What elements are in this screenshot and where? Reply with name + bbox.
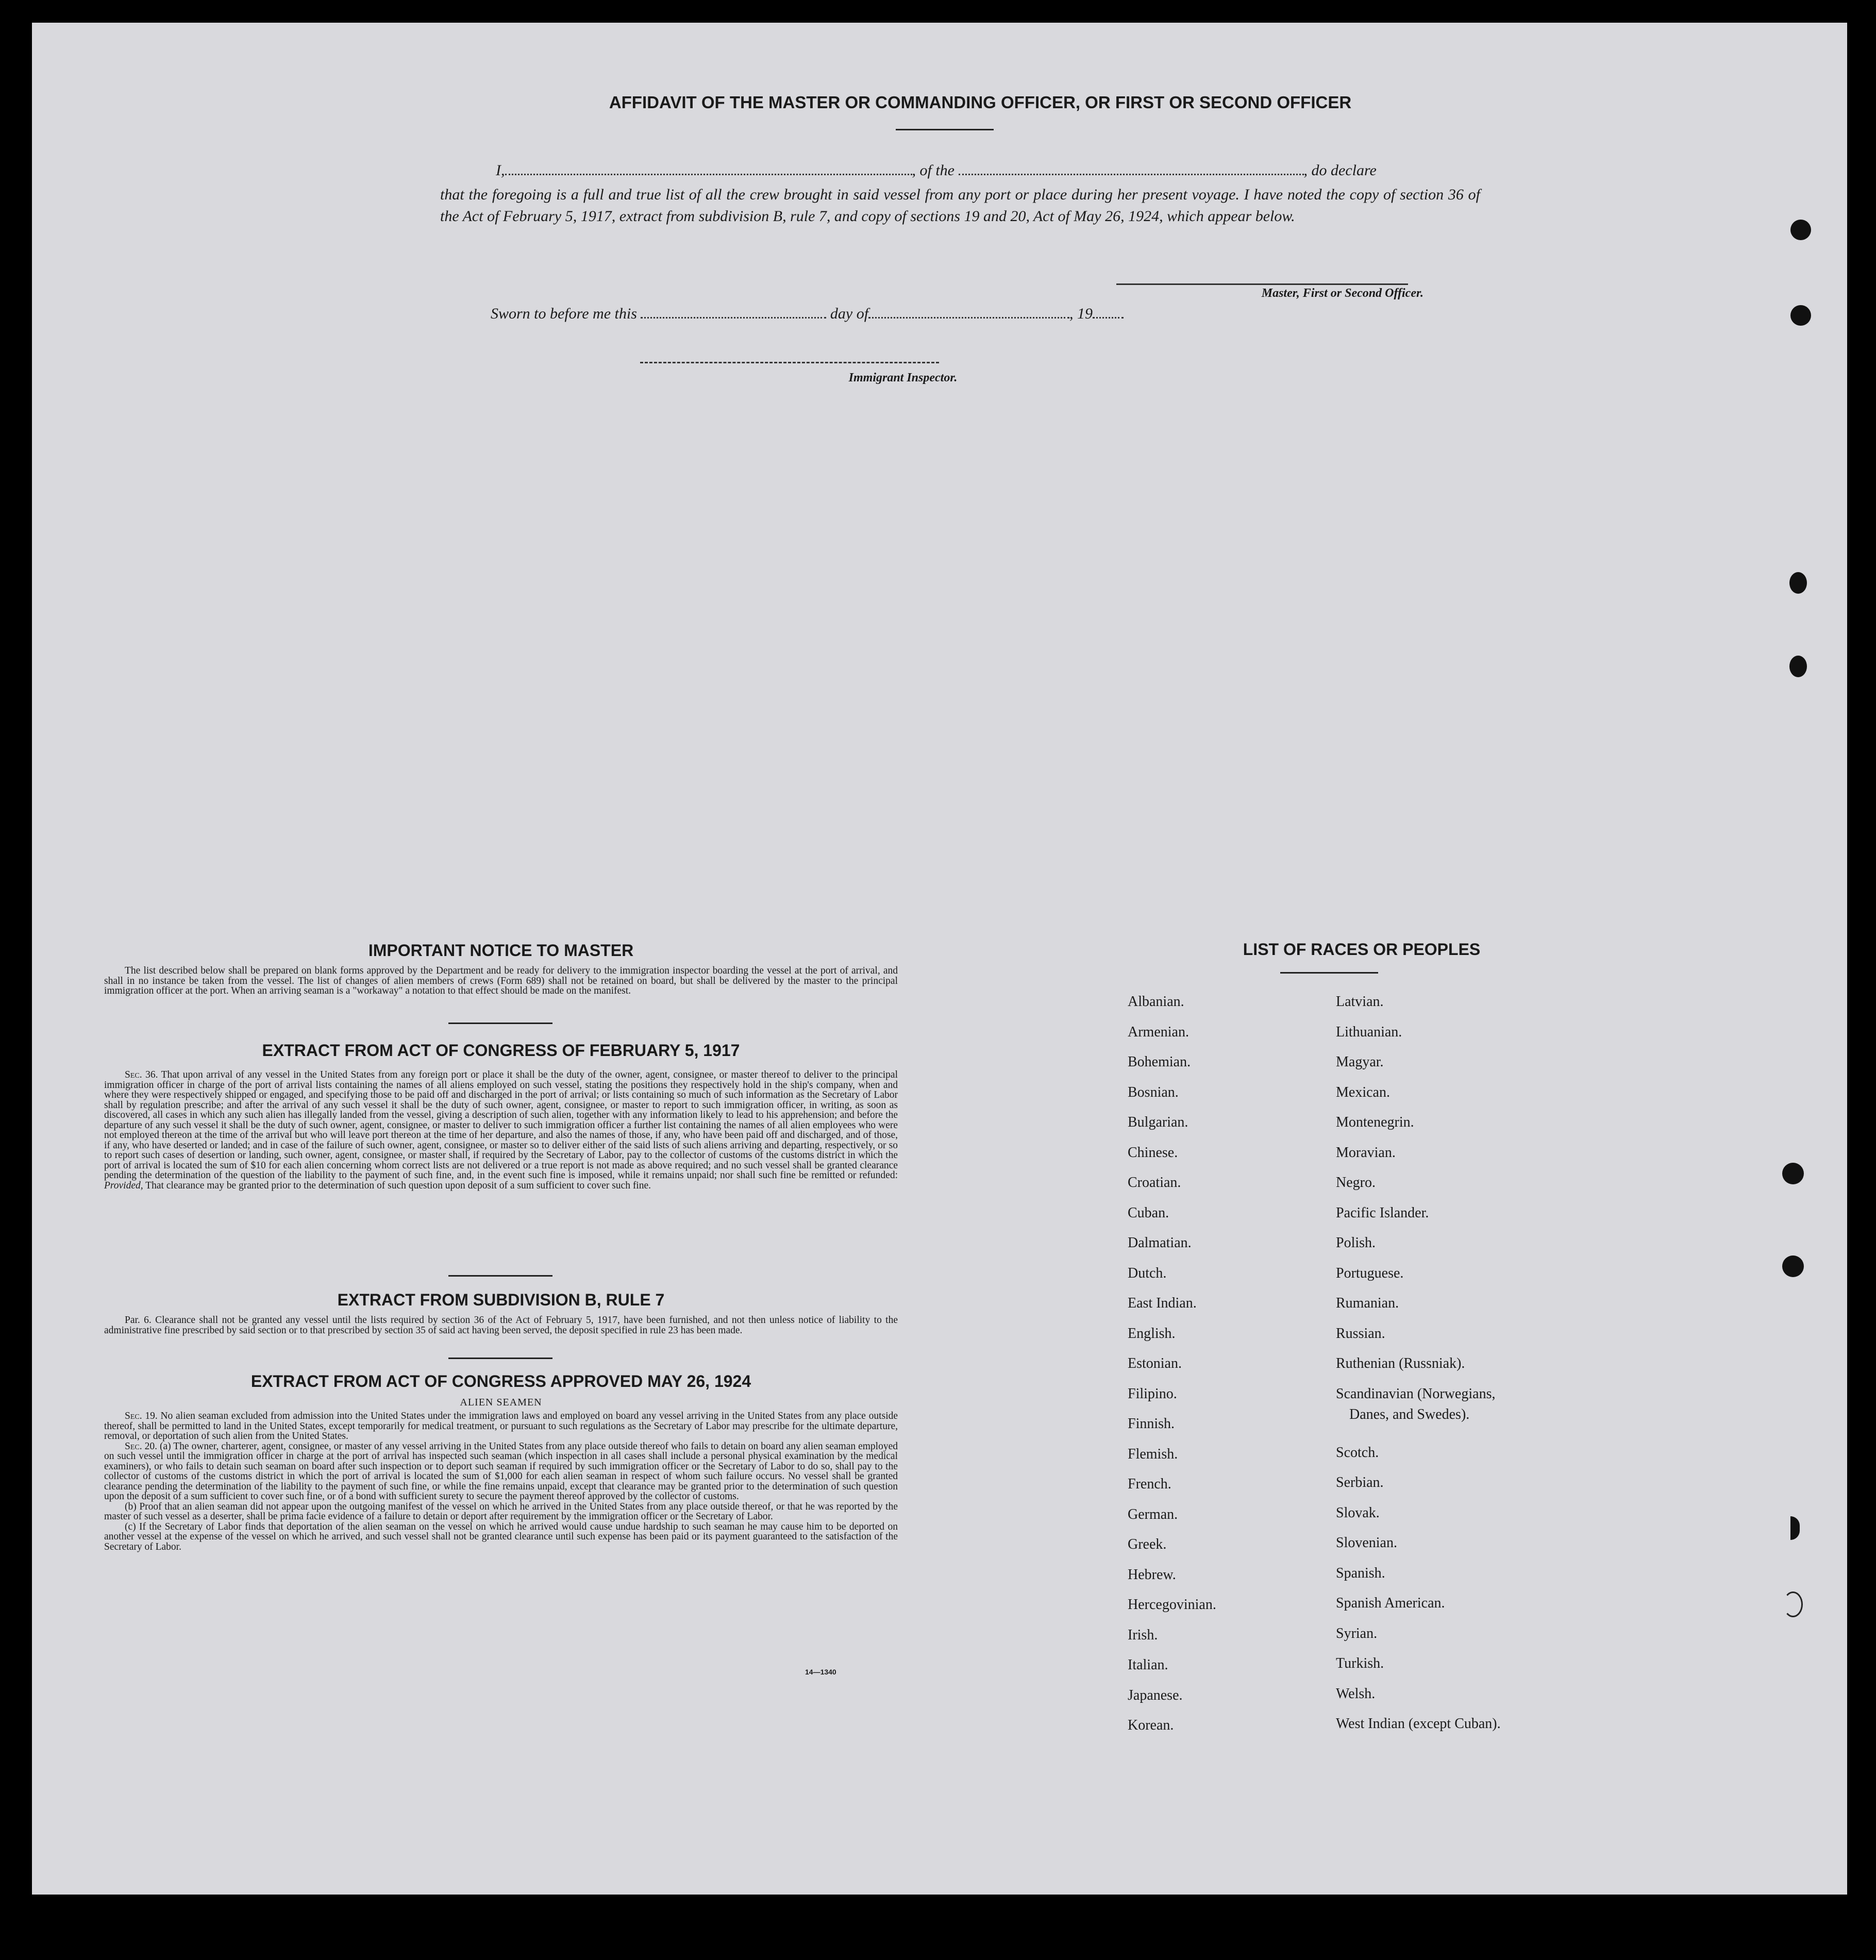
- race-item: Russian.: [1336, 1325, 1385, 1342]
- race-item: Irish.: [1128, 1627, 1158, 1643]
- race-item: Syrian.: [1336, 1625, 1378, 1641]
- vessel-blank[interactable]: [959, 174, 1304, 175]
- race-item: Lithuanian.: [1336, 1024, 1402, 1040]
- sworn-year: , 19: [1069, 305, 1093, 322]
- punch-hole: [1790, 220, 1811, 240]
- races-title-rule: [1280, 972, 1378, 974]
- race-item: Welsh.: [1336, 1685, 1376, 1702]
- race-item: Greek.: [1128, 1536, 1167, 1552]
- par-6-body: Clearance shall not be granted any vessel until the lists required by section 36 of the Act of February 5, 1917, have been furnished, and not then unless notice of liability to the administrative fine prescribed by said section or to that prescribed by section 35 of said act having been served, the deposit specified in rule 23 has been made.: [104, 1315, 898, 1336]
- race-item: Spanish.: [1336, 1565, 1385, 1581]
- races-title: LIST OF RACES OR PEOPLES: [1243, 940, 1481, 959]
- affidavit-of-the: , of the: [912, 162, 954, 179]
- print-code: 14—1340: [805, 1668, 836, 1676]
- signature-line[interactable]: [1116, 283, 1408, 285]
- alien-seamen-subtitle: ALIEN SEAMEN: [460, 1397, 542, 1408]
- race-item: Armenian.: [1128, 1024, 1189, 1040]
- extract-1924-title: EXTRACT FROM ACT OF CONGRESS APPROVED MAY 26, 1924: [250, 1372, 751, 1391]
- document-page: [32, 23, 1847, 1895]
- punch-hole: [1782, 1163, 1804, 1184]
- race-item: Scandinavian (Norwegians,: [1336, 1385, 1496, 1402]
- sec-20c: (c) If the Secretary of Labor finds that deportation of the alien seaman on the vessel on which he arrived would cause undue hardship to such seaman he may cause him to be deported on another vessel at the expense of the vessel on which he arrived, and such vessel shall not be granted clearance until such expense has been paid or its payment guaranteed to the satisfaction of the Secretary of Labor.: [104, 1521, 898, 1552]
- race-item: Flemish.: [1128, 1446, 1178, 1462]
- sworn-prefix: Sworn to before me this: [491, 305, 637, 322]
- sec-19: [104, 1411, 898, 1442]
- signature-label: Master, First or Second Officer.: [1261, 287, 1423, 300]
- extract-1917-text: [104, 1070, 898, 1191]
- name-blank[interactable]: [505, 174, 912, 175]
- race-item: Ruthenian (Russniak).: [1336, 1355, 1465, 1371]
- race-item: Albanian.: [1128, 994, 1184, 1010]
- extract-rule7-text: [104, 1315, 898, 1335]
- affidavit-declaration-line: [461, 162, 1492, 179]
- affidavit-do-declare: , do declare: [1303, 162, 1377, 179]
- race-item: Rumanian.: [1336, 1295, 1399, 1311]
- sworn-month-blank[interactable]: [868, 317, 1069, 319]
- race-item: West Indian (except Cuban).: [1336, 1716, 1501, 1732]
- race-item: Hebrew.: [1128, 1566, 1176, 1583]
- punch-hole-half: [1790, 1516, 1800, 1540]
- notice-title: IMPORTANT NOTICE TO MASTER: [368, 941, 634, 960]
- race-item: Polish.: [1336, 1235, 1376, 1251]
- race-item: Pacific Islander.: [1336, 1204, 1429, 1221]
- race-item: Scotch.: [1336, 1444, 1379, 1461]
- sec-36-body: That upon arrival of any vessel in the United States from any foreign port or place it shall be the duty of the owner, agent, consignee, or master thereof to deliver to the principal immigration officer in charge of the port of arrival lists containing the names of all aliens employed on such vessel, stating the positions they respectively hold in the ship's company, when and where they were respectively shipped or engaged, and specifying those to be paid off and discharged in the port of arrival; or lists containing so much of such information as the Secretary of Labor shall by regulation prescribe; and after the arrival of any such vessel it shall be the duty of such owner, agent, consignee, or master to report to such immigration officer, in writing, as soon as discovered, all cases in which any such alien has illegally landed from the vessel, giving a description of such alien, together with any information likely to lead to his apprehension; and before the departure of any such vessel it shall be the duty of such owner, agent, consignee, or master to deliver to such immigration officer a further list containing the names of all alien employees who were not employed thereon at the time of the arrival but who will leave port thereon at the time of her departure, and also the names of those, if any, who have been paid off and discharged, and of those, if any, who have deserted or landed; and in case of the failure of such owner, agent, consignee, or master so to deliver either of the said lists of such aliens arriving and departing, respectively, or so to report such cases of desertion or landing, such owner, agent, consignee, or master shall, if required by the Secretary of Labor, pay to the collector of customs of the customs district in which the port of arrival is located the sum of $10 for each alien concerning whom correct lists are not delivered or a true report is not made as above required; and no such vessel shall be granted clearance pending the determination of the question of the liability to the payment of such fine, and, in the event such fine is imposed, while it remains unpaid; nor shall such fine be remitted or refunded:: [104, 1069, 898, 1181]
- sec-36-proviso-text: That clearance may be granted prior to the determination of such question upon deposit of a sum sufficient to cover such fine.: [145, 1180, 651, 1191]
- affidavit-title-rule: [896, 129, 994, 130]
- race-item: Bosnian.: [1128, 1084, 1179, 1100]
- race-item: Dutch.: [1128, 1265, 1167, 1281]
- race-item: Latvian.: [1336, 994, 1384, 1010]
- race-item: Bohemian.: [1128, 1054, 1191, 1070]
- affidavit-body: that the foregoing is a full and true list of all the crew brought in said vessel from any port or place during her present voyage. I have noted the copy of section 36 of the Act of February 5, 1917, extract from subdivision B, rule 7, and copy of sections 19 and 20, Act of May 26, 1924, which appear below.: [440, 186, 1480, 225]
- extract-1924-text: [104, 1411, 898, 1552]
- race-item: Spanish American.: [1336, 1595, 1445, 1612]
- punch-hole: [1790, 305, 1811, 326]
- sec-36-label: Sec. 36.: [125, 1069, 158, 1080]
- race-item: Chinese.: [1128, 1144, 1178, 1161]
- extract-1917-title: EXTRACT FROM ACT OF CONGRESS OF FEBRUARY 5, 1917: [262, 1041, 740, 1060]
- sworn-year-blank[interactable]: [1093, 317, 1124, 319]
- race-item: East Indian.: [1128, 1295, 1197, 1311]
- punch-hole: [1789, 572, 1807, 594]
- race-scandinavian-continued: Danes, and Swedes).: [1349, 1406, 1470, 1422]
- inspector-line[interactable]: [640, 362, 939, 363]
- sec-20-label: Sec. 20.: [125, 1440, 157, 1452]
- race-item: Hercegovinian.: [1128, 1597, 1216, 1613]
- race-item: Negro.: [1336, 1175, 1376, 1191]
- par-6-label: Par. 6.: [125, 1315, 152, 1326]
- punch-hole: [1782, 1255, 1804, 1277]
- sec-20a-body: (a) The owner, charterer, agent, consignee, or master of any vessel arriving in the United States from any place outside thereof who fails to detain on board any alien seaman employed on such vessel until the immigration officer in charge at the port of arrival has inspected such seaman (which inspection in all cases shall include a personal physical examination by the medical examiners), or who fails to detain such seaman on board after such inspection or to deport such seaman if required by such immigration officer or the Secretary of Labor to do so, shall pay to the collector of customs of the customs district in which the port of arrival is located the sum of $1,000 for each alien seaman in respect of whom such failure occurs. No vessel shall be granted clearance pending the determination of the liability to the payment of such fine, or while the fine remains unpaid, except that clearance may be granted prior to the determination of such question upon the deposit of a sum sufficient to cover such fine, or of a bond with sufficient surety to secure the payment thereof approved by the collector of customs.: [104, 1440, 898, 1502]
- race-item: Magyar.: [1336, 1054, 1384, 1070]
- race-item: Serbian.: [1336, 1475, 1384, 1491]
- race-item: Turkish.: [1336, 1655, 1384, 1672]
- sec-20a: [104, 1442, 898, 1502]
- race-item: Portuguese.: [1336, 1265, 1404, 1281]
- extract-1917-rule: [448, 1275, 552, 1277]
- race-item: Mexican.: [1336, 1084, 1390, 1100]
- race-item: French.: [1128, 1476, 1171, 1492]
- race-item: Cuban.: [1128, 1204, 1169, 1221]
- sworn-day-of: day of: [830, 305, 869, 322]
- notice-text: The list described below shall be prepared on blank forms approved by the Department and be ready for delivery to the immigration inspector boarding the vessel at the port of arrival, and shall in no instance be taken from the vessel. The list of changes of alien members of crews (Form 689) shall not be retained on board, but shall be delivered by the master to the principal immigration officer at the port. When an arriving seaman is a "workaway" a notation to that effect should be made on the manifest.: [104, 965, 898, 996]
- extract-rule7-title: EXTRACT FROM SUBDIVISION B, RULE 7: [337, 1291, 665, 1309]
- race-item: German.: [1128, 1506, 1178, 1522]
- sworn-day-blank[interactable]: [641, 317, 826, 319]
- race-item: Croatian.: [1128, 1175, 1181, 1191]
- sec-19-body: No alien seaman excluded from admission into the United States under the immigration laws and employed on board any vessel arriving in the United States from any place outside thereof, shall be permitted to land in the United States, except temporarily for medical treatment, or pursuant to such regulations as the Secretary of Labor may prescribe for the ultimate departure, removal, or deportation of such alien from the United States.: [104, 1411, 898, 1442]
- race-item: Slovak.: [1336, 1504, 1380, 1521]
- punch-hole-outline: [1783, 1592, 1803, 1617]
- race-item: Korean.: [1128, 1717, 1174, 1733]
- race-item: Bulgarian.: [1128, 1114, 1188, 1130]
- inspector-label: Immigrant Inspector.: [848, 371, 958, 384]
- race-item: Estonian.: [1128, 1355, 1182, 1371]
- race-item: Montenegrin.: [1336, 1114, 1414, 1130]
- extract-rule7-rule: [448, 1358, 552, 1359]
- race-item: Moravian.: [1336, 1144, 1396, 1161]
- sec-36-proviso-word: Provided,: [104, 1180, 143, 1191]
- race-item: English.: [1128, 1325, 1176, 1342]
- sec-19-label: Sec. 19.: [125, 1411, 158, 1421]
- sec-20b: (b) Proof that an alien seaman did not appear upon the outgoing manifest of the vessel on which he arrived in the United States from any place outside thereof, or that he was reported by the master of such vessel as a deserter, shall be prima facie evidence of a failure to detain or deport after requirement by the immigration officer or the Secretary of Labor.: [104, 1501, 898, 1522]
- race-item: Dalmatian.: [1128, 1235, 1192, 1251]
- race-item: Japanese.: [1128, 1687, 1183, 1703]
- affidavit-i: I,: [496, 162, 505, 179]
- punch-hole: [1789, 656, 1807, 677]
- race-item: Italian.: [1128, 1657, 1168, 1673]
- affidavit-title: AFFIDAVIT OF THE MASTER OR COMMANDING OFFICER, OR FIRST OR SECOND OFFICER: [609, 93, 1352, 112]
- race-item: Finnish.: [1128, 1416, 1175, 1432]
- sworn-line: [491, 305, 1264, 323]
- race-item: Slovenian.: [1336, 1535, 1397, 1551]
- race-item: Filipino.: [1128, 1385, 1177, 1402]
- notice-rule: [448, 1023, 552, 1024]
